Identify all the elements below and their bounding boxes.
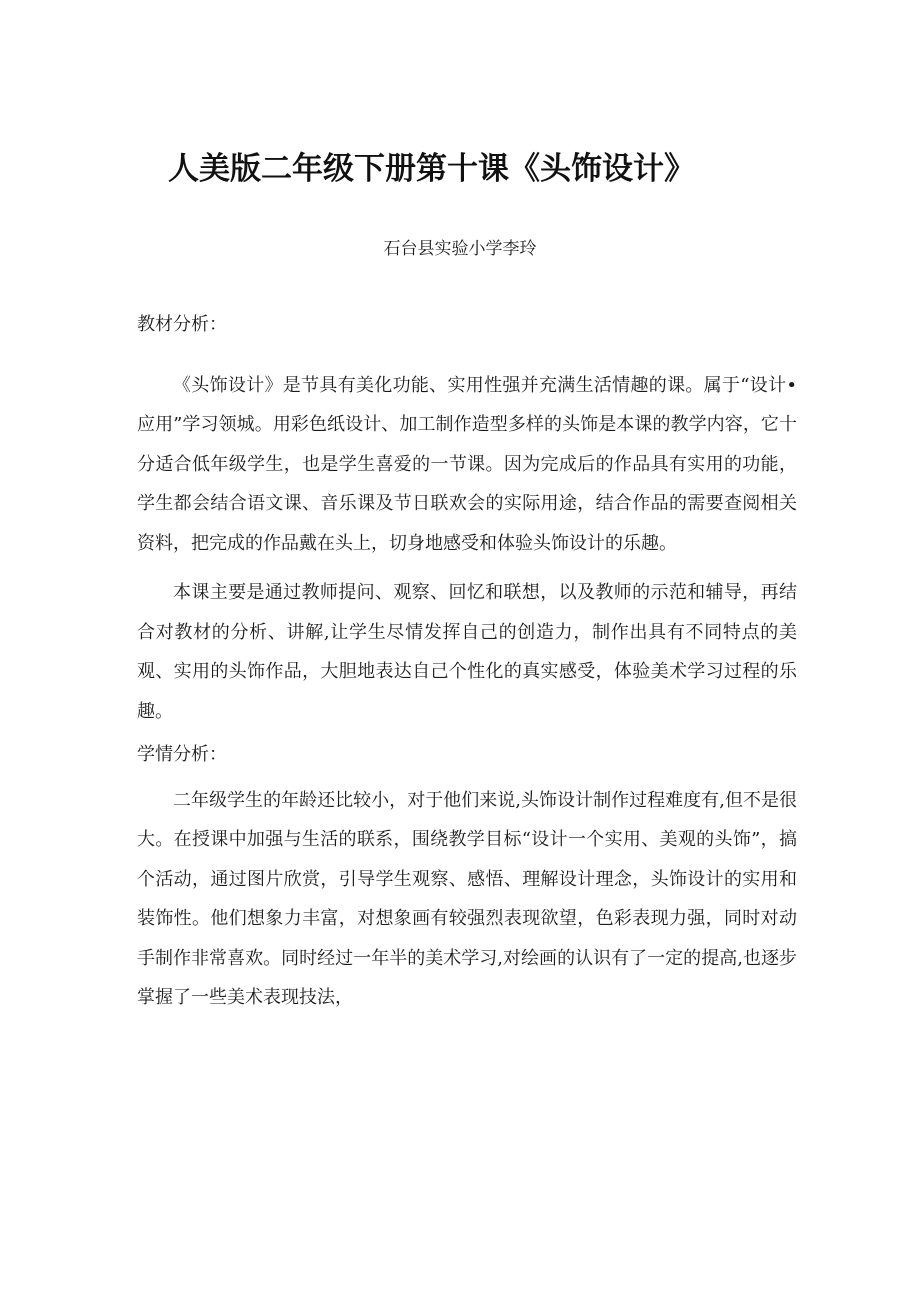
document-title: 人美版二年级下册第十课《头饰设计》: [168, 151, 695, 187]
section-heading-student-analysis: 学情分析：: [137, 744, 227, 765]
document-body: [137, 305, 797, 1018]
paragraph-student-analysis-1: 二年级学生的年龄还比较小，对于他们来说,头饰设计制作过程难度有,但不是很大。在授课中加强与生活的联系，围绕教学目标“设计一个实用、美观的头饰”，搞个活动，通过图片欣赏，引导学生观察、感悟、理解设计理念，头饰设计的实用和装饰性。他们想象力丰富，对想象画有较强烈表现欲望，色彩表现力强，同时对动手制作非常喜欢。同时经过一年半的美术学习,对绘画的认识有了一定的提高,也逐步掌握了一些美术表现技法，: [137, 789, 797, 1008]
paragraph-textbook-analysis-2: 本课主要是通过教师提问、观察、回忆和联想，以及教师的示范和辅导，再结合对教材的分析、讲解,让学生尽情发挥自己的创造力，制作出具有不同特点的美观、实用的头饰作品，大胆地表达自己个性化的真实感受，体验美术学习过程的乐趣。: [137, 582, 797, 722]
document-author: 石台县实验小学李玲: [383, 239, 537, 259]
paragraph-textbook-analysis-1: 《头饰设计》是节具有美化功能、实用性强并充满生活情趣的课。属于“设计•应用”学习领城。用彩色纸设计、加工制作造型多样的头饰是本课的教学内容，它十分适合低年级学生，也是学生喜爱的一节课。因为完成后的作品具有实用的功能，学生都会结合语文课、音乐课及节日联欢会的实际用途，结合作品的需要查阅相关资料，把完成的作品戴在头上，切身地感受和体验头饰设计的乐趣。: [137, 374, 797, 554]
section-heading-textbook-analysis: 教材分析：: [137, 314, 227, 335]
